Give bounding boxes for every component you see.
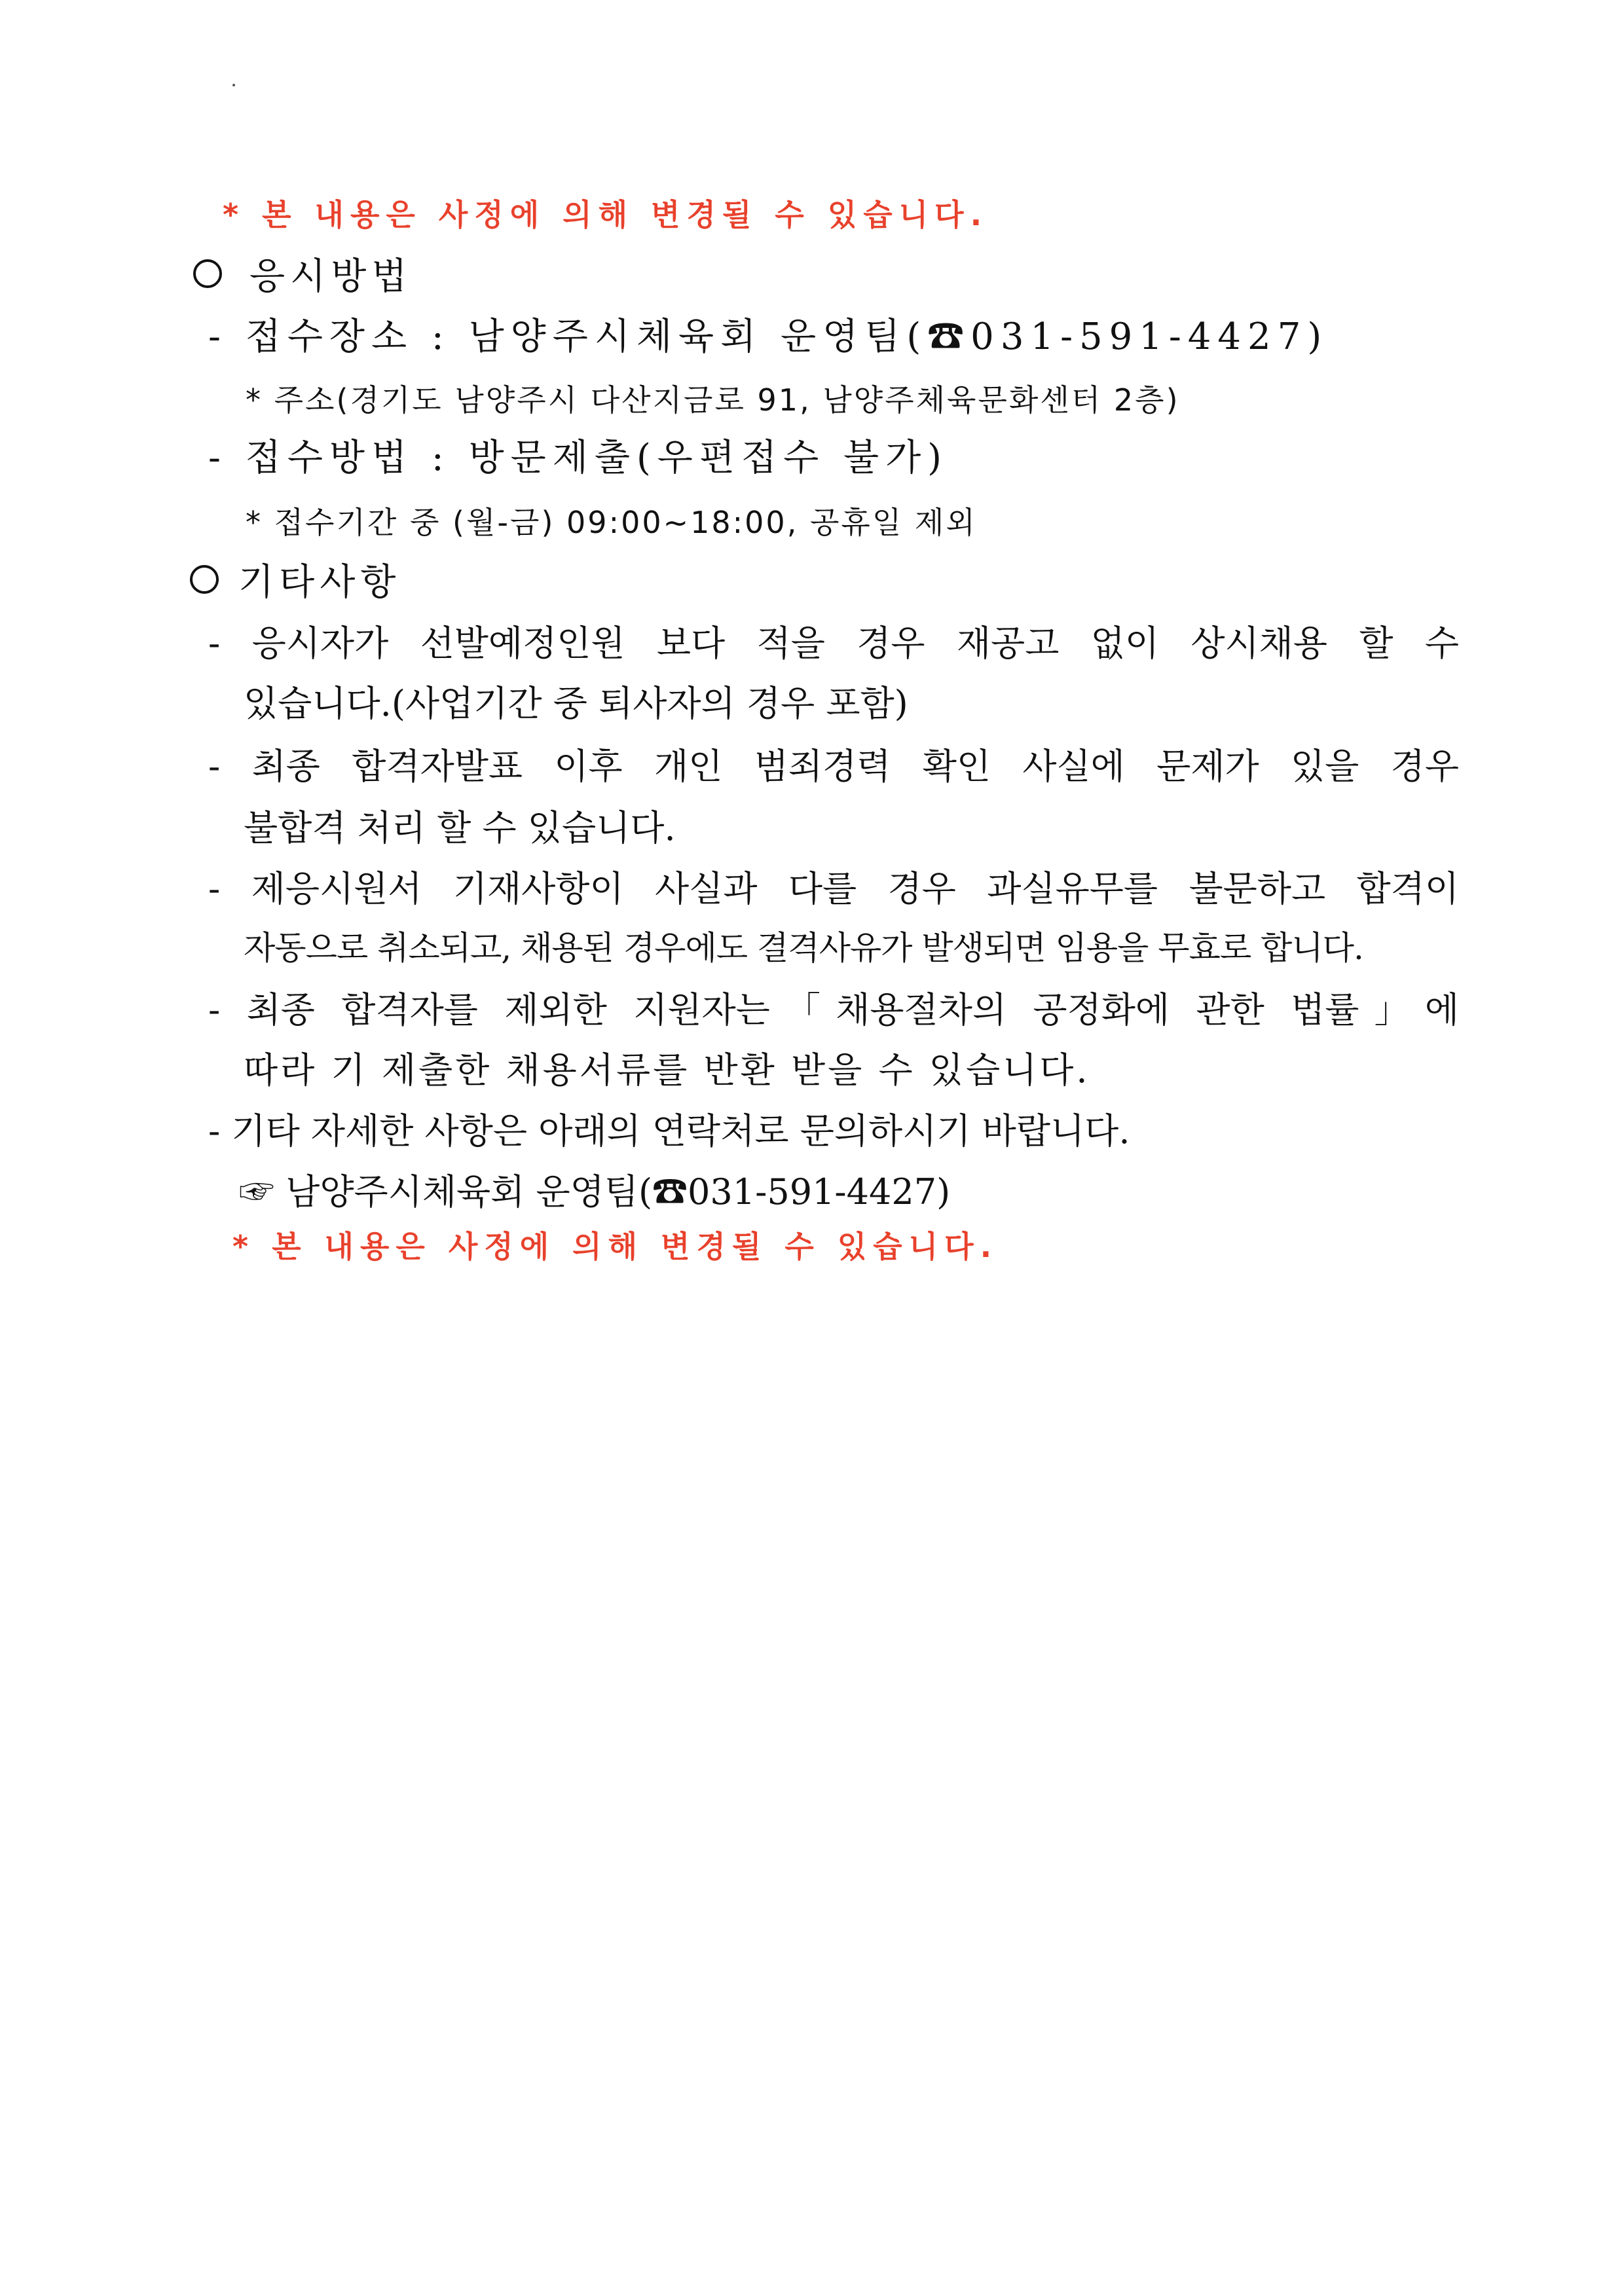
circle-bullet-icon bbox=[193, 259, 222, 288]
notice-bottom: * 본 내용은 사정에 의해 변경될 수 있습니다. bbox=[232, 1229, 999, 1264]
section-heading-text: 기타사항 bbox=[238, 561, 401, 604]
section-heading-application-method bbox=[193, 247, 412, 300]
reception-place: - 접수장소 : 남양주시체육회 운영팀(☎031-591-4427) bbox=[208, 316, 1329, 358]
contact-info: ☞ 남양주시체육회 운영팀(☎031-591-4427) bbox=[239, 1171, 951, 1212]
reception-period-note: * 접수기간 중 (월-금) 09:00~18:00, 공휴일 제외 bbox=[246, 505, 977, 540]
contact-intro: - 기타 자세한 사항은 아래의 연락처로 문의하시기 바랍니다. bbox=[208, 1110, 1130, 1152]
other-item-4-line-2: 따라 기 제출한 채용서류를 반환 받을 수 있습니다. bbox=[244, 1049, 1090, 1091]
other-item-2-line-2: 불합격 처리 할 수 있습니다. bbox=[244, 807, 676, 848]
section-heading-text: 응시방법 bbox=[249, 255, 413, 298]
scan-speck bbox=[232, 84, 235, 86]
other-item-1-line-2: 있습니다.(사업기간 중 퇴사자의 경우 포함) bbox=[244, 683, 908, 724]
other-item-3-line-2: 자동으로 취소되고, 채용된 경우에도 결격사유가 발생되면 임용을 무효로 합니다. bbox=[244, 929, 1363, 967]
other-item-3-line-1: - 제응시원서 기재사항이 사실과 다를 경우 과실유무를 불문하고 합격이 bbox=[208, 868, 1459, 909]
reception-method: - 접수방법 : 방문제출(우편접수 불가) bbox=[208, 437, 949, 479]
circle-bullet-icon bbox=[190, 565, 219, 594]
address-note: * 주소(경기도 남양주시 다산지금로 91, 남양주체육문화센터 2층) bbox=[246, 382, 1180, 418]
other-item-4-line-1: - 최종 합격자를 제외한 지원자는「채용절차의 공정화에 관한 법률」에 bbox=[208, 989, 1459, 1030]
other-item-2-line-1: - 최종 합격자발표 이후 개인 범죄경력 확인 사실에 문제가 있을 경우 bbox=[208, 746, 1459, 787]
other-item-1-line-1: - 응시자가 선발예정인원 보다 적을 경우 재공고 없이 상시채용 할 수 bbox=[208, 623, 1459, 664]
section-heading-other bbox=[190, 553, 401, 606]
notice-top: * 본 내용은 사정에 의해 변경될 수 있습니다. bbox=[223, 197, 989, 232]
